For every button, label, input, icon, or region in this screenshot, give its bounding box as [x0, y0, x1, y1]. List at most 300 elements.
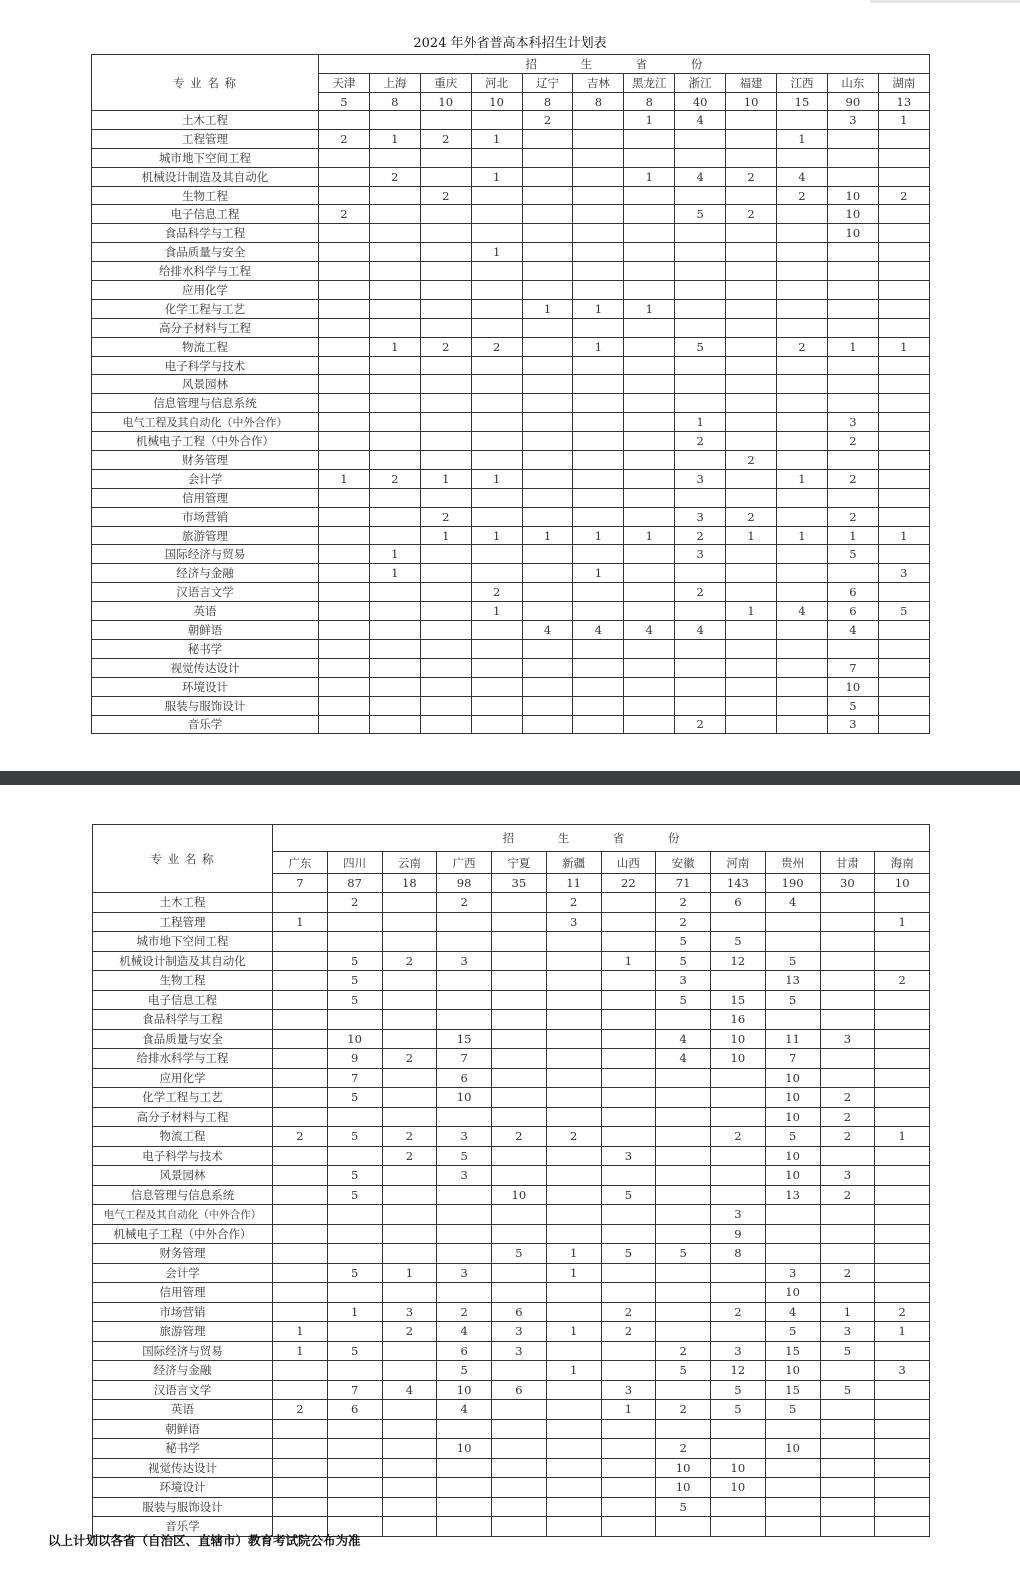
quota-cell: 2 — [656, 912, 711, 932]
quota-cell — [420, 356, 471, 375]
quota-cell — [546, 1224, 601, 1244]
quota-cell — [820, 1068, 875, 1088]
quota-cell — [382, 1400, 437, 1420]
quota-cell — [777, 375, 828, 394]
quota-cell: 1 — [777, 526, 828, 545]
quota-cell — [675, 696, 726, 715]
quota-cell: 2 — [777, 337, 828, 356]
quota-cell — [573, 451, 624, 470]
quota-cell — [726, 621, 777, 640]
quota-cell — [327, 1205, 382, 1225]
quota-cell: 4 — [777, 167, 828, 186]
province-total: 10 — [420, 93, 471, 111]
quota-cell — [420, 375, 471, 394]
quota-cell — [573, 545, 624, 564]
quota-cell — [420, 167, 471, 186]
quota-cell — [711, 1497, 766, 1517]
table-row — [93, 1224, 930, 1244]
quota-cell: 7 — [327, 1380, 382, 1400]
quota-cell — [319, 564, 370, 583]
province-header: 海南 — [875, 852, 930, 874]
quota-cell — [878, 148, 929, 167]
quota-cell — [420, 488, 471, 507]
quota-cell: 4 — [656, 1049, 711, 1069]
table-row — [93, 1107, 930, 1127]
quota-cell — [273, 1010, 328, 1030]
quota-cell — [675, 375, 726, 394]
major-name: 机械设计制造及其自动化 — [93, 951, 273, 971]
quota-cell — [827, 129, 878, 148]
quota-cell: 4 — [573, 621, 624, 640]
quota-cell — [319, 186, 370, 205]
major-name: 给排水科学与工程 — [92, 262, 319, 281]
quota-cell — [878, 375, 929, 394]
quota-cell — [777, 432, 828, 451]
major-name: 信息管理与信息系统 — [92, 394, 319, 413]
quota-cell — [601, 1068, 656, 1088]
quota-cell: 3 — [601, 1380, 656, 1400]
quota-cell: 4 — [522, 621, 573, 640]
quota-cell: 1 — [624, 111, 675, 130]
quota-cell — [726, 148, 777, 167]
page-divider — [0, 771, 1020, 785]
footnote: 以上计划以各省（自治区、直辖市）教育考试院公布为准 — [48, 1533, 361, 1548]
quota-cell: 1 — [624, 167, 675, 186]
quota-cell: 2 — [273, 1400, 328, 1420]
quota-cell: 2 — [382, 1049, 437, 1069]
quota-cell — [369, 639, 420, 658]
quota-cell — [726, 224, 777, 243]
quota-cell — [601, 1127, 656, 1147]
quota-cell: 5 — [711, 932, 766, 952]
quota-cell — [437, 1497, 492, 1517]
quota-cell: 1 — [827, 526, 878, 545]
quota-cell: 2 — [656, 1341, 711, 1361]
quota-cell — [875, 1263, 930, 1283]
quota-cell: 1 — [522, 299, 573, 318]
quota-cell: 5 — [601, 1244, 656, 1264]
province-header: 贵州 — [765, 852, 820, 874]
table-row — [93, 1478, 930, 1498]
quota-cell — [546, 1419, 601, 1439]
table-row — [93, 951, 930, 971]
quota-cell — [777, 639, 828, 658]
quota-cell — [777, 111, 828, 130]
quota-cell — [369, 507, 420, 526]
quota-cell: 2 — [522, 111, 573, 130]
quota-cell — [369, 356, 420, 375]
major-name: 应用化学 — [92, 281, 319, 300]
quota-cell — [327, 1146, 382, 1166]
quota-cell — [675, 262, 726, 281]
quota-cell — [765, 1244, 820, 1264]
quota-cell — [624, 488, 675, 507]
quota-cell: 2 — [319, 129, 370, 148]
quota-cell — [878, 356, 929, 375]
province-total: 10 — [875, 874, 930, 893]
quota-cell — [546, 1088, 601, 1108]
quota-cell — [327, 1224, 382, 1244]
major-name: 机械设计制造及其自动化 — [92, 167, 319, 186]
quota-cell — [820, 932, 875, 952]
quota-cell: 15 — [711, 990, 766, 1010]
quota-cell: 1 — [382, 1263, 437, 1283]
province-header: 云南 — [382, 852, 437, 874]
major-name: 土木工程 — [92, 111, 319, 130]
quota-cell — [471, 488, 522, 507]
quota-cell — [522, 469, 573, 488]
table-row — [92, 394, 930, 413]
quota-cell: 3 — [675, 545, 726, 564]
quota-cell — [382, 1224, 437, 1244]
province-total: 90 — [827, 93, 878, 111]
quota-cell — [369, 243, 420, 262]
quota-cell: 4 — [437, 1322, 492, 1342]
quota-cell: 5 — [765, 1322, 820, 1342]
quota-cell — [777, 545, 828, 564]
quota-cell — [382, 1283, 437, 1303]
quota-cell: 5 — [765, 1400, 820, 1420]
quota-cell — [777, 356, 828, 375]
quota-cell — [369, 621, 420, 640]
quota-cell — [624, 658, 675, 677]
major-name: 会计学 — [92, 469, 319, 488]
quota-cell — [765, 1205, 820, 1225]
quota-cell — [273, 1107, 328, 1127]
quota-cell — [820, 1497, 875, 1517]
quota-cell — [777, 148, 828, 167]
quota-cell — [382, 1010, 437, 1030]
quota-cell: 10 — [765, 1439, 820, 1459]
quota-cell — [765, 932, 820, 952]
quota-cell — [273, 1029, 328, 1049]
quota-cell: 6 — [327, 1400, 382, 1420]
quota-cell: 2 — [601, 1302, 656, 1322]
quota-cell — [382, 932, 437, 952]
quota-cell — [492, 1497, 547, 1517]
quota-cell — [319, 318, 370, 337]
quota-cell — [273, 1185, 328, 1205]
quota-cell: 10 — [765, 1068, 820, 1088]
table-row — [92, 337, 930, 356]
quota-cell — [878, 621, 929, 640]
quota-cell — [675, 356, 726, 375]
table-row — [93, 1458, 930, 1478]
quota-cell — [382, 1419, 437, 1439]
province-total: 10 — [726, 93, 777, 111]
quota-cell — [420, 658, 471, 677]
quota-cell: 5 — [827, 696, 878, 715]
quota-cell: 5 — [327, 1166, 382, 1186]
quota-cell: 6 — [437, 1068, 492, 1088]
table-row — [92, 488, 930, 507]
quota-cell — [777, 243, 828, 262]
quota-cell — [656, 1263, 711, 1283]
quota-cell — [369, 451, 420, 470]
quota-cell — [437, 1419, 492, 1439]
quota-cell — [573, 583, 624, 602]
quota-cell: 4 — [675, 111, 726, 130]
quota-cell — [420, 299, 471, 318]
quota-cell — [369, 432, 420, 451]
quota-cell: 3 — [675, 507, 726, 526]
quota-cell — [471, 375, 522, 394]
quota-cell — [601, 1205, 656, 1225]
table-row — [93, 912, 930, 932]
quota-cell — [875, 1497, 930, 1517]
quota-cell: 5 — [765, 990, 820, 1010]
quota-cell: 3 — [437, 951, 492, 971]
major-name: 服装与服饰设计 — [92, 696, 319, 715]
quota-cell — [765, 1458, 820, 1478]
quota-cell: 2 — [601, 1322, 656, 1342]
quota-cell — [522, 375, 573, 394]
major-name: 信用管理 — [92, 488, 319, 507]
quota-cell — [420, 639, 471, 658]
quota-cell — [711, 1283, 766, 1303]
quota-cell — [777, 413, 828, 432]
province-header: 辽宁 — [522, 74, 573, 93]
quota-cell: 3 — [827, 413, 878, 432]
major-name: 信息管理与信息系统 — [93, 1185, 273, 1205]
table-row — [93, 1088, 930, 1108]
table-row — [92, 262, 930, 281]
quota-cell — [471, 545, 522, 564]
quota-cell — [437, 1478, 492, 1498]
quota-cell — [573, 167, 624, 186]
quota-cell: 10 — [437, 1380, 492, 1400]
quota-cell — [273, 1088, 328, 1108]
quota-cell — [624, 677, 675, 696]
quota-cell — [319, 111, 370, 130]
quota-cell — [624, 262, 675, 281]
quota-cell: 10 — [765, 1283, 820, 1303]
quota-cell — [624, 469, 675, 488]
quota-cell — [369, 583, 420, 602]
quota-cell — [875, 1049, 930, 1069]
quota-cell: 3 — [546, 912, 601, 932]
quota-cell — [875, 1205, 930, 1225]
major-name: 机械电子工程（中外合作） — [92, 432, 319, 451]
quota-cell — [437, 932, 492, 952]
quota-cell — [327, 1439, 382, 1459]
quota-cell — [522, 186, 573, 205]
quota-cell: 4 — [827, 621, 878, 640]
quota-cell — [420, 262, 471, 281]
quota-cell: 2 — [420, 129, 471, 148]
quota-cell — [273, 1205, 328, 1225]
quota-cell — [601, 1263, 656, 1283]
table-row — [93, 1127, 930, 1147]
quota-cell: 3 — [820, 1166, 875, 1186]
quota-cell — [327, 1283, 382, 1303]
quota-cell: 9 — [327, 1049, 382, 1069]
quota-cell — [675, 224, 726, 243]
table-row — [92, 413, 930, 432]
quota-cell — [875, 932, 930, 952]
quota-cell — [492, 1517, 547, 1537]
quota-cell: 1 — [675, 413, 726, 432]
quota-cell — [471, 715, 522, 734]
quota-cell — [420, 243, 471, 262]
quota-cell — [319, 621, 370, 640]
quota-cell — [675, 148, 726, 167]
quota-cell — [601, 1010, 656, 1030]
quota-cell — [319, 639, 370, 658]
quota-cell — [875, 1380, 930, 1400]
quota-cell — [369, 186, 420, 205]
quota-cell — [777, 488, 828, 507]
quota-cell — [726, 337, 777, 356]
quota-cell — [601, 990, 656, 1010]
quota-cell — [878, 469, 929, 488]
quota-cell: 3 — [711, 1205, 766, 1225]
quota-cell — [437, 912, 492, 932]
province-header: 河南 — [711, 852, 766, 874]
quota-cell — [675, 243, 726, 262]
quota-cell — [492, 1010, 547, 1030]
quota-cell — [656, 1224, 711, 1244]
quota-cell — [656, 1010, 711, 1030]
major-name: 市场营销 — [92, 507, 319, 526]
quota-cell: 2 — [382, 1322, 437, 1342]
quota-cell — [546, 1517, 601, 1537]
major-name: 生物工程 — [93, 971, 273, 991]
quota-cell — [369, 696, 420, 715]
quota-cell: 3 — [765, 1263, 820, 1283]
quota-cell — [878, 167, 929, 186]
quota-cell: 1 — [471, 129, 522, 148]
quota-cell — [319, 375, 370, 394]
quota-cell — [827, 375, 878, 394]
quota-cell: 2 — [675, 583, 726, 602]
quota-cell — [777, 507, 828, 526]
quota-cell — [726, 394, 777, 413]
quota-cell — [624, 394, 675, 413]
quota-cell — [656, 1166, 711, 1186]
major-name: 朝鲜语 — [93, 1419, 273, 1439]
quota-cell — [273, 971, 328, 991]
quota-cell: 2 — [726, 205, 777, 224]
quota-cell — [273, 951, 328, 971]
table-row — [93, 1302, 930, 1322]
major-name: 电子科学与技术 — [93, 1146, 273, 1166]
quota-cell — [827, 299, 878, 318]
quota-cell — [273, 1361, 328, 1381]
province-header: 宁夏 — [492, 852, 547, 874]
quota-cell — [601, 1458, 656, 1478]
quota-cell: 5 — [675, 205, 726, 224]
quota-cell — [827, 639, 878, 658]
quota-cell — [777, 696, 828, 715]
quota-cell — [827, 262, 878, 281]
quota-cell — [820, 971, 875, 991]
quota-cell — [546, 1497, 601, 1517]
quota-cell: 2 — [827, 469, 878, 488]
major-name: 土木工程 — [93, 893, 273, 913]
quota-cell: 10 — [437, 1088, 492, 1108]
quota-cell: 2 — [675, 715, 726, 734]
quota-cell: 5 — [656, 951, 711, 971]
quota-cell — [656, 1380, 711, 1400]
quota-cell — [319, 526, 370, 545]
quota-cell: 10 — [711, 1478, 766, 1498]
quota-cell: 2 — [382, 1127, 437, 1147]
quota-cell — [319, 356, 370, 375]
quota-cell — [420, 205, 471, 224]
quota-cell: 2 — [820, 1127, 875, 1147]
quota-cell — [675, 658, 726, 677]
quota-cell — [420, 564, 471, 583]
quota-cell: 1 — [420, 469, 471, 488]
quota-cell: 10 — [711, 1049, 766, 1069]
major-name: 市场营销 — [93, 1302, 273, 1322]
major-name: 物流工程 — [92, 337, 319, 356]
quota-cell — [777, 451, 828, 470]
quota-cell — [382, 971, 437, 991]
quota-cell — [546, 1049, 601, 1069]
quota-cell — [546, 1146, 601, 1166]
quota-cell — [546, 1478, 601, 1498]
quota-cell: 2 — [382, 1146, 437, 1166]
quota-cell — [382, 912, 437, 932]
quota-cell: 5 — [820, 1341, 875, 1361]
quota-cell: 2 — [437, 893, 492, 913]
quota-cell — [273, 1146, 328, 1166]
major-name: 英语 — [93, 1400, 273, 1420]
quota-cell: 5 — [601, 1185, 656, 1205]
table-row — [92, 621, 930, 640]
quota-cell — [471, 451, 522, 470]
major-name: 风景园林 — [93, 1166, 273, 1186]
quota-cell — [726, 488, 777, 507]
major-name-header: 专 业 名 称 — [93, 825, 273, 893]
quota-cell — [875, 1068, 930, 1088]
table-row — [93, 1263, 930, 1283]
quota-cell — [382, 1166, 437, 1186]
quota-cell — [656, 1205, 711, 1225]
quota-cell — [878, 583, 929, 602]
quota-cell — [624, 507, 675, 526]
quota-cell — [711, 971, 766, 991]
quota-cell — [726, 262, 777, 281]
quota-cell — [601, 1361, 656, 1381]
quota-cell: 5 — [820, 1380, 875, 1400]
quota-cell — [573, 602, 624, 621]
quota-cell — [827, 564, 878, 583]
quota-cell — [601, 1341, 656, 1361]
province-total: 87 — [327, 874, 382, 893]
quota-cell — [319, 413, 370, 432]
quota-cell: 9 — [711, 1224, 766, 1244]
quota-cell — [765, 1497, 820, 1517]
major-name: 电子科学与技术 — [92, 356, 319, 375]
quota-cell — [437, 1205, 492, 1225]
table-row — [93, 1185, 930, 1205]
quota-cell — [573, 111, 624, 130]
quota-cell — [777, 262, 828, 281]
quota-cell — [777, 318, 828, 337]
table-row — [93, 1361, 930, 1381]
quota-cell: 1 — [273, 1341, 328, 1361]
quota-cell — [546, 951, 601, 971]
quota-cell — [369, 111, 420, 130]
quota-cell — [522, 545, 573, 564]
quota-cell — [878, 545, 929, 564]
quota-cell — [273, 1166, 328, 1186]
table-row — [92, 375, 930, 394]
quota-cell: 2 — [675, 526, 726, 545]
